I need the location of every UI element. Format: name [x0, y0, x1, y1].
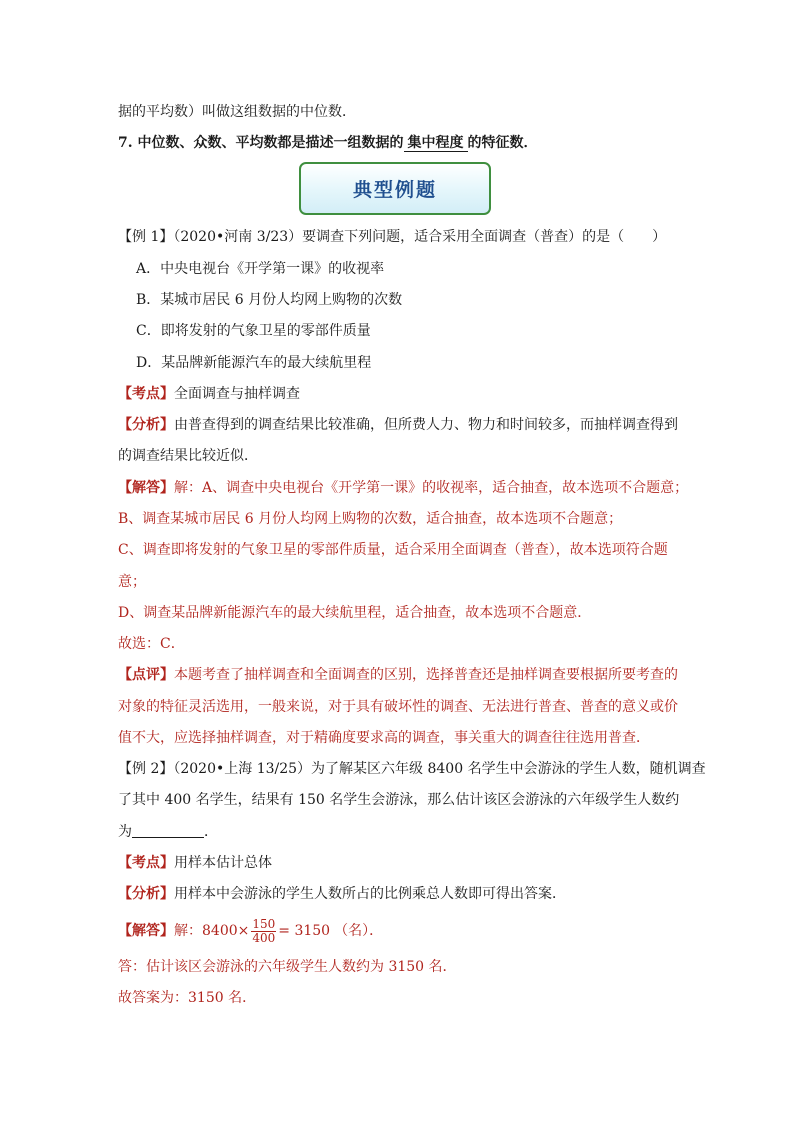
ex1-jieda-text-1: 解：A、调查中央电视台《开学第一课》的收视率，适合抽查，故本选项不合题意；: [174, 480, 689, 496]
ex1-dianping-1: [118, 665, 678, 685]
ex1-dianping-tag: 【点评】: [118, 667, 174, 683]
ex1-fenxi-2: 的调查结果比较近似．: [118, 448, 258, 464]
ex2-jieda-numerator: 150: [252, 916, 276, 931]
intro-line-2-blank: 集中程度: [404, 135, 468, 152]
ex1-kaodian-tag: 【考点】: [118, 386, 174, 402]
ex1-fenxi-text-1: 由普查得到的调查结果比较准确，但所费人力、物力和时间较多，而抽样调查得到: [174, 417, 678, 433]
ex1-jieda-3: C、调查即将发射的气象卫星的零部件质量，适合采用全面调查（普查），故本选项符合题: [118, 542, 668, 558]
ex2-question-3-prefix: 为: [118, 824, 132, 840]
ex2-jieda-a: 8400: [202, 923, 238, 939]
ex1-answer: 故选：C．: [118, 636, 185, 652]
ex2-jieda-equals: = 3150: [278, 923, 331, 939]
ex2-jieda: [118, 914, 678, 948]
ex2-jieda-tag: 【解答】: [118, 923, 174, 939]
ex2-final: 故答案为：3150 名．: [118, 990, 257, 1006]
ex2-jieda-times: ×: [237, 923, 250, 939]
ex1-dianping-3: 值不大，应选择抽样调查，对于精确度要求高的调查，事关重大的调查往往选用普查．: [118, 730, 650, 746]
ex1-jieda-1: [118, 478, 689, 498]
ex2-kaodian: [118, 853, 678, 873]
ex1-kaodian: [118, 384, 678, 404]
section-title: 典型例题: [352, 179, 437, 201]
ex2-kaodian-text: 用样本估计总体: [174, 855, 272, 871]
ex1-option-c: C．即将发射的气象卫星的零部件质量: [136, 323, 371, 339]
section-title-box: [299, 162, 491, 215]
ex2-jieda-unit: （名）．: [334, 923, 384, 939]
ex2-question-1: 【例 2】（2020•上海 13/25）为了解某区六年级 8400 名学生中会游泳的学生人数，随机调查: [118, 761, 706, 777]
ex2-question-3: [118, 822, 678, 842]
ex1-fenxi-tag: 【分析】: [118, 417, 174, 433]
ex1-jieda-tag: 【解答】: [118, 480, 174, 496]
ex1-option-d: D．某品牌新能源汽车的最大续航里程: [136, 355, 372, 371]
ex2-kaodian-tag: 【考点】: [118, 855, 174, 871]
ex1-dianping-2: 对象的特征灵活选用，一般来说，对于具有破坏性的调查、无法进行普查、普查的意义或价: [118, 699, 678, 715]
ex1-question: 【例 1】（2020•河南 3/23）要调查下列问题，适合采用全面调查（普查）的是（ ）: [118, 229, 667, 245]
ex2-jieda-prefix: 解：: [174, 923, 202, 939]
ex2-answer-blank: [132, 823, 204, 838]
ex1-kaodian-text: 全面调查与抽样调查: [174, 386, 300, 402]
ex1-dianping-text-1: 本题考查了抽样调查和全面调查的区别，选择普查还是抽样调查要根据所要考查的: [174, 667, 678, 683]
ex1-option-a: A．中央电视台《开学第一课》的收视率: [136, 261, 385, 277]
ex2-question-2: 了其中 400 名学生，结果有 150 名学生会游泳，那么估计该区会游泳的六年级学生人数约: [118, 792, 680, 808]
ex1-jieda-2: B、调查某城市居民 6 月份人均网上购物的次数，适合抽查，故本选项不合题意；: [118, 511, 623, 527]
ex2-question-3-suffix: ．: [204, 824, 218, 840]
ex2-da: 答：估计该区会游泳的六年级学生人数约为 3150 名．: [118, 959, 457, 975]
intro-line-2-prefix: 7. 中位数、众数、平均数都是描述一组数据的: [118, 135, 404, 151]
ex1-jieda-5: D、调查某品牌新能源汽车的最大续航里程，适合抽查，故本选项不合题意．: [118, 605, 592, 621]
ex1-jieda-4: 意；: [118, 574, 146, 590]
ex1-option-b: B．某城市居民 6 月份人均网上购物的次数: [136, 292, 403, 308]
intro-line-1: 据的平均数）叫做这组数据的中位数．: [118, 104, 356, 120]
ex1-fenxi-1: [118, 415, 678, 435]
ex2-jieda-denominator: 400: [252, 930, 276, 945]
ex2-fenxi: [118, 884, 678, 904]
intro-line-2-suffix: 的特征数．: [467, 135, 538, 151]
ex2-jieda-fraction: [251, 918, 276, 945]
ex2-fenxi-tag: 【分析】: [118, 886, 174, 902]
ex2-fenxi-text: 用样本中会游泳的学生人数所占的比例乘总人数即可得出答案．: [174, 886, 566, 902]
intro-line-2: [118, 133, 678, 153]
